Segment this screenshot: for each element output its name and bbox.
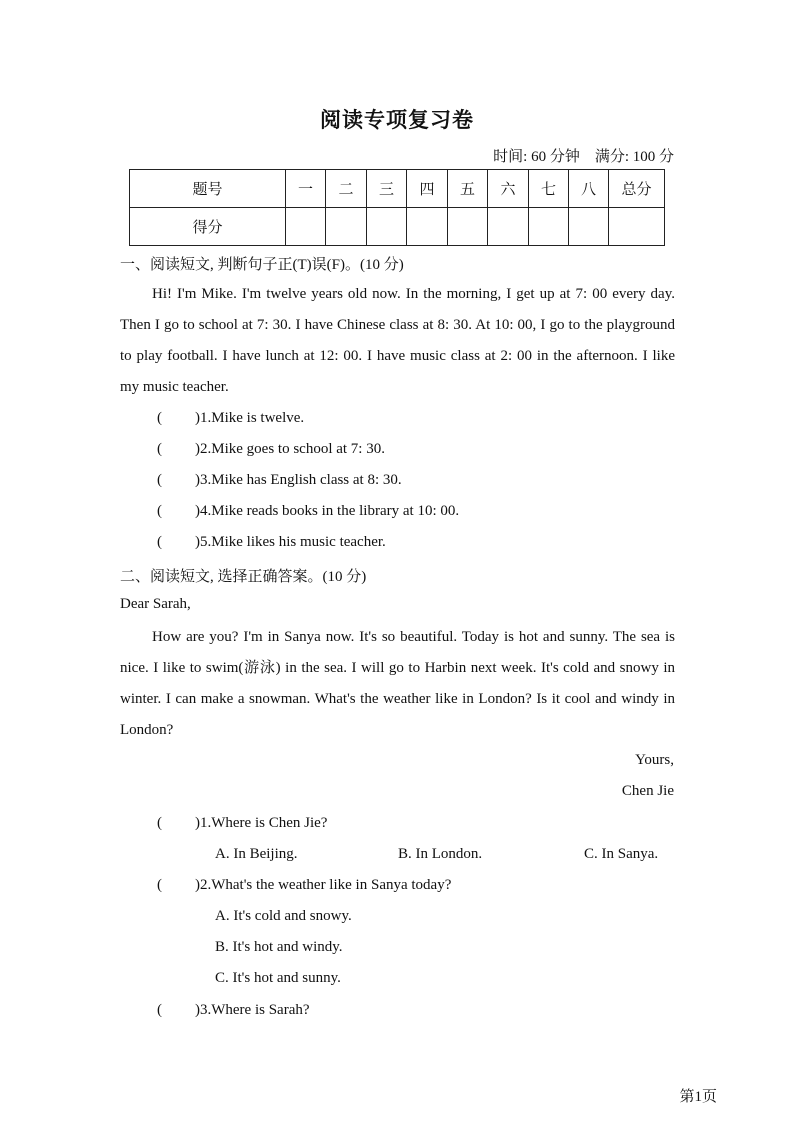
section1-heading: 一、阅读短文, 判断句子正(T)误(F)。(10 分) [120,257,404,273]
answer-blank[interactable]: ( [157,534,162,550]
option-b: B. In London. [398,846,483,862]
answer-blank[interactable]: ( [157,1002,162,1018]
table-cell: 七 [529,170,569,208]
answer-blank[interactable]: ( [157,441,162,457]
question-text: )5.Mike likes his music teacher. [195,534,386,550]
letter-closing: Yours, [635,752,674,768]
table-cell: 题号 [130,170,286,208]
score-table-score-row [130,208,665,246]
question-text: )1.Where is Chen Jie? [195,815,328,831]
page-number: 第1页 [679,1089,717,1105]
question-item [157,503,459,520]
score-input-cell[interactable] [407,208,448,246]
table-cell: 得分 [130,208,286,246]
answer-blank[interactable]: ( [157,472,162,488]
section2-heading: 二、阅读短文, 选择正确答案。(10 分) [120,569,367,585]
answer-blank[interactable]: ( [157,877,162,893]
question-text: )1.Mike is twelve. [195,410,305,426]
table-cell: 总分 [609,170,665,208]
table-cell: 三 [367,170,407,208]
question-text: )2.What's the weather like in Sanya today? [195,877,452,893]
time-info: 时间: 60 分钟 满分: 100 分 [493,149,674,165]
question-text: )3.Mike has English class at 8: 30. [195,472,402,488]
score-input-cell[interactable] [529,208,569,246]
option-c: C. In Sanya. [584,846,659,862]
question-item [157,410,304,427]
table-cell: 六 [488,170,529,208]
letter-text: How are you? I'm in Sanya now. It's so beautiful. Today is hot and sunny. The sea is nice. I like to swim(游泳) in the sea. I will go to Harbin next week. It's cold and snowy in winter. I can make a snowman. What's the weather like in London? Is it cool and windy in London? [120,629,675,738]
option-a: A. It's cold and snowy. [215,908,352,924]
answer-blank[interactable]: ( [157,410,162,426]
section2-letter [120,622,675,746]
question-item [157,877,451,894]
answer-blank[interactable]: ( [157,815,162,831]
section1-passage [120,279,675,403]
question-item [157,815,327,832]
option-a: A. In Beijing. [215,846,298,862]
score-input-cell[interactable] [286,208,326,246]
option-b: B. It's hot and windy. [215,939,343,955]
question-text: )2.Mike goes to school at 7: 30. [195,441,385,457]
table-cell: 五 [448,170,488,208]
score-input-cell[interactable] [488,208,529,246]
table-cell: 一 [286,170,326,208]
score-input-cell[interactable] [448,208,488,246]
question-item [157,472,402,489]
letter-signature: Chen Jie [621,783,674,799]
passage-text: Hi! I'm Mike. I'm twelve years old now. In the morning, I get up at 7: 00 every day. Then I go to school at 7: 30. I have Chinese class at 8: 30. At 10: 00, I go to the playground to play football. I have lunch at 12: 00. I have music class at 2: 00 in the afternoon. I like my music teacher. [120,286,675,395]
question-item [157,1002,310,1019]
score-input-cell[interactable] [569,208,609,246]
page-title: 阅读专项复习卷 [320,107,474,132]
letter-greeting: Dear Sarah, [120,596,191,612]
table-cell: 四 [407,170,448,208]
question-text: )4.Mike reads books in the library at 10: 00. [195,503,460,519]
score-table [129,169,665,246]
table-cell: 八 [569,170,609,208]
table-cell: 二 [326,170,367,208]
score-input-cell[interactable] [326,208,367,246]
answer-blank[interactable]: ( [157,503,162,519]
option-c: C. It's hot and sunny. [215,970,341,986]
score-input-cell[interactable] [609,208,665,246]
question-item [157,441,385,458]
score-table-header-row [130,170,665,208]
question-text: )3.Where is Sarah? [195,1002,310,1018]
question-item [157,534,386,551]
score-input-cell[interactable] [367,208,407,246]
